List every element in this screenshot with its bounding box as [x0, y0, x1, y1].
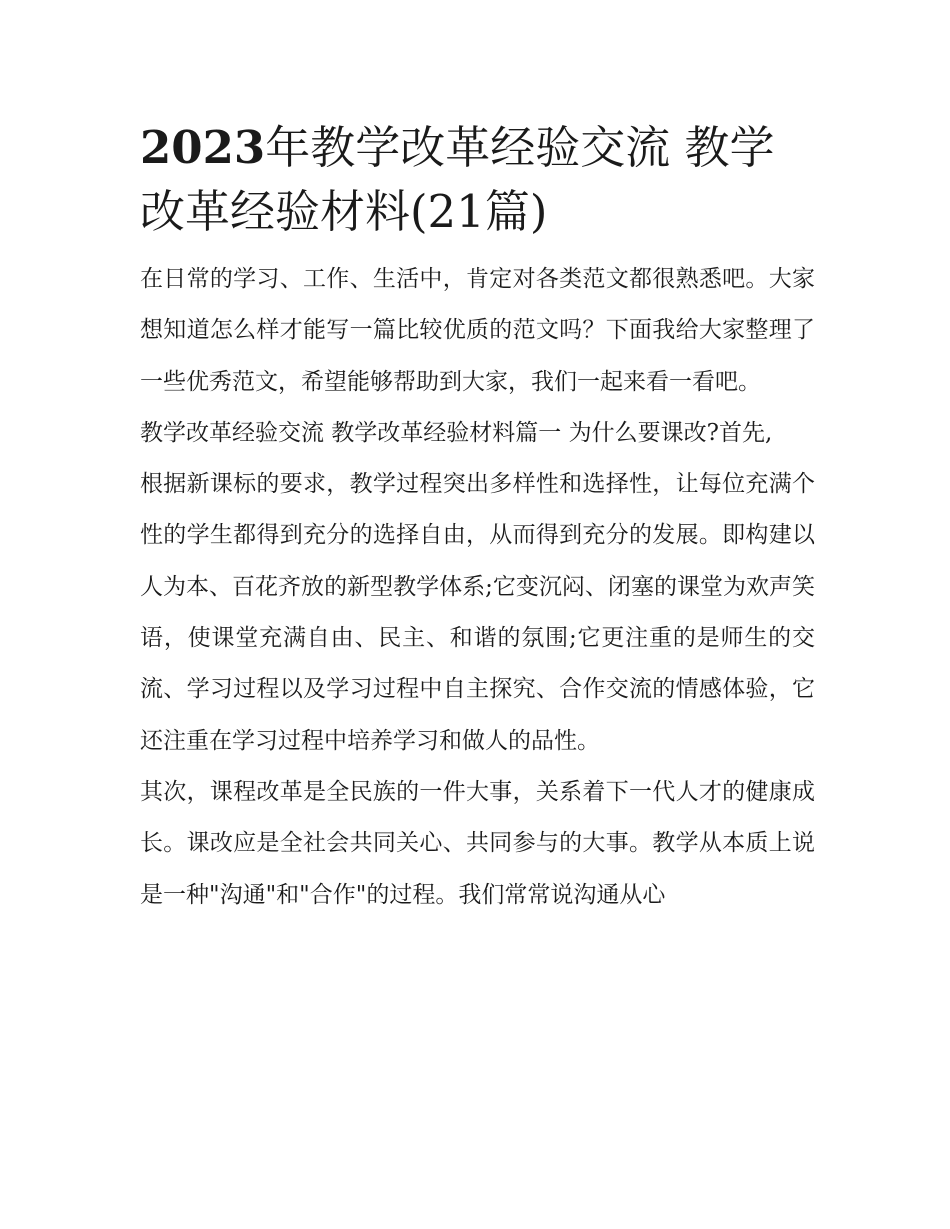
document-title [140, 116, 815, 244]
document-body [140, 116, 815, 921]
body-paragraph: 其次，课程改革是全民族的一件大事，关系着下一代人才的健康成长。课改应是全社会共同关心、共同参与的大事。教学从本质上说是一种"沟通"和"合作"的过程。我们常常说沟通从心 [140, 778, 815, 908]
section-heading-paragraph: 教学改革经验交流 教学改革经验材料篇一 为什么要课改?首先, [140, 419, 773, 446]
intro-paragraph: 在日常的学习、工作、生活中，肯定对各类范文都很熟悉吧。大家想知道怎么样才能写一篇比较优质的范文吗？下面我给大家整理了一些优秀范文，希望能够帮助到大家，我们一起来看一看吧。 [140, 266, 815, 395]
title-text: 年教学改革经验交流 教学改革经验材料(21篇) [140, 121, 775, 238]
title-year: 2023 [140, 121, 266, 174]
body-paragraph: 根据新课标的要求，教学过程突出多样性和选择性，让每位充满个性的学生都得到充分的选择自由，从而得到充分的发展。即构建以人为本、百花齐放的新型教学体系;它变沉闷、闭塞的课堂为欢声笑语，使课堂充满自由、民主、和谐的氛围;它更注重的是师生的交流、学习过程以及学习过程中自主探究、合作交流的情感体验，它还注重在学习过程中培养学习和做人的品性。 [140, 471, 815, 754]
